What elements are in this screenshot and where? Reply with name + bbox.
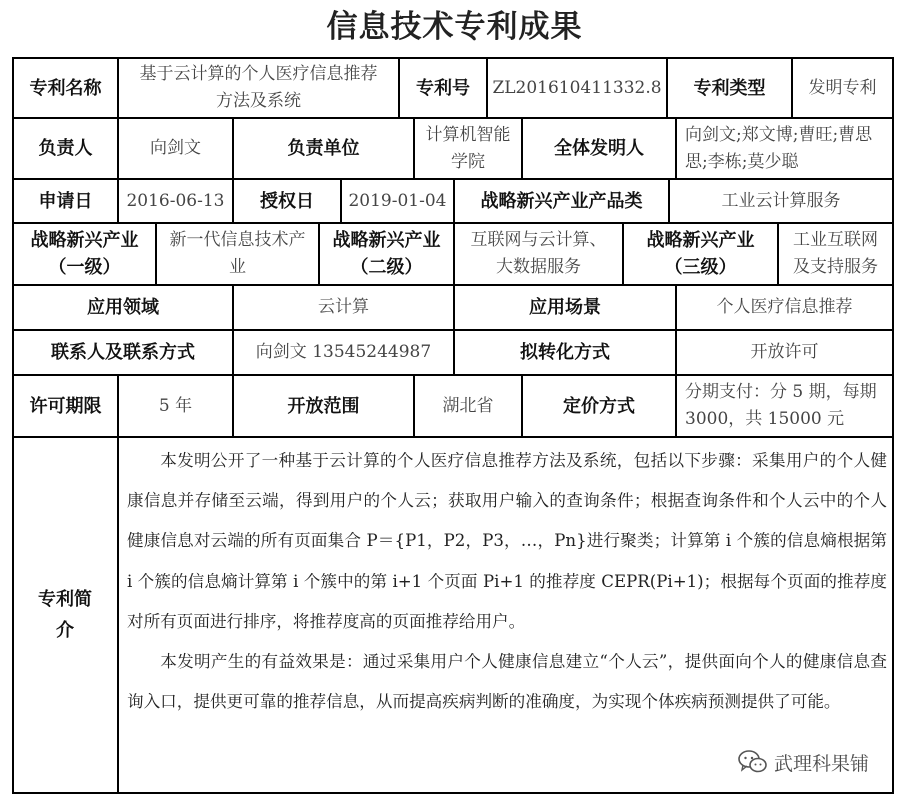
summary-paragraph: 本发明产生的有益效果是：通过采集用户个人健康信息建立“个人云”，提供面向个人的健康信息查询入口，提供更可靠的推荐信息，从而提高疾病判断的准确度，为实现个体疾病预测提供了可能。 <box>127 652 887 712</box>
watermark-text: 武理科果铺 <box>774 752 870 775</box>
scope-label: 开放范围 <box>287 395 360 417</box>
pricing-value: 分期支付：分 5 期，每期 3000，共 15000 元 <box>685 382 877 429</box>
inventors-value: 向剑文;郑文博;曹旺;曹思思;李栋;莫少聪 <box>685 124 873 172</box>
field-value: 云计算 <box>318 297 369 317</box>
scope-value: 湖北省 <box>442 395 494 416</box>
summary-label: 专利简介 <box>38 589 92 641</box>
contact-label: 联系人及联系方式 <box>51 342 195 363</box>
patent-type-label: 专利类型 <box>693 77 766 99</box>
level3-value: 工业互联网及支持服务 <box>793 230 878 277</box>
scene-label: 应用场景 <box>529 297 601 318</box>
summary-text <box>127 441 887 722</box>
level1-value: 新一代信息技术产业 <box>169 230 306 277</box>
inventors-label: 全体发明人 <box>554 138 644 159</box>
grant-date-value: 2019-01-04 <box>348 190 447 211</box>
patent-name-value: 基于云计算的个人医疗信息推荐方法及系统 <box>139 64 378 111</box>
level1-label: 战略新兴产业（一级） <box>30 230 139 278</box>
page-title: 信息技术专利成果 <box>326 9 583 45</box>
industry-category-label: 战略新兴产业产品类 <box>480 190 643 212</box>
apply-date-label: 申请日 <box>38 190 93 212</box>
wechat-icon <box>738 749 768 775</box>
license-period-value: 5 年 <box>158 395 193 416</box>
contact-value: 向剑文 13545244987 <box>255 342 432 362</box>
level2-label: 战略新兴产业（二级） <box>332 230 441 278</box>
grant-date-label: 授权日 <box>260 190 314 212</box>
watermark <box>738 744 869 780</box>
level2-value: 互联网与云计算、大数据服务 <box>470 230 607 277</box>
unit-value: 计算机智能学院 <box>425 124 511 172</box>
apply-date-value: 2016-06-13 <box>126 190 225 211</box>
patent-no-label: 专利号 <box>416 77 470 99</box>
scene-value: 个人医疗信息推荐 <box>716 297 853 317</box>
industry-category-value: 工业云计算服务 <box>721 190 841 211</box>
owner-label: 负责人 <box>38 138 93 159</box>
transfer-label: 拟转化方式 <box>520 342 610 363</box>
summary-paragraph: 本发明公开了一种基于云计算的个人医疗信息推荐方法及系统，包括以下步骤：采集用户的个人健康信息并存储至云端，得到用户的个人云；获取用户输入的查询条件；根据查询条件和个人云中的个人健康信息对云端的所有页面集合 P＝{P1，P2，P3，…，Pn}进行聚类；计算第 i 个簇的信息熵根据第 i 个簇的信息熵计算第 i 个簇中的第 i+1 个页面 Pi+1 的推荐度 CEPR(Pi+1)；根据每个页面的推荐度对所有页面进行排序，将推荐度高的页面推荐给用户。 <box>127 451 887 631</box>
license-period-label: 许可期限 <box>29 395 102 417</box>
field-label: 应用领域 <box>87 297 159 318</box>
pricing-label: 定价方式 <box>563 395 635 417</box>
patent-name-label: 专利名称 <box>29 77 102 99</box>
level3-label: 战略新兴产业（三级） <box>646 230 755 278</box>
patent-no-value: ZL201610411332.8 <box>492 77 662 98</box>
owner-value: 向剑文 <box>150 138 201 158</box>
unit-label: 负责单位 <box>287 138 360 159</box>
transfer-value: 开放许可 <box>750 342 819 362</box>
patent-type-value: 发明专利 <box>808 77 877 98</box>
